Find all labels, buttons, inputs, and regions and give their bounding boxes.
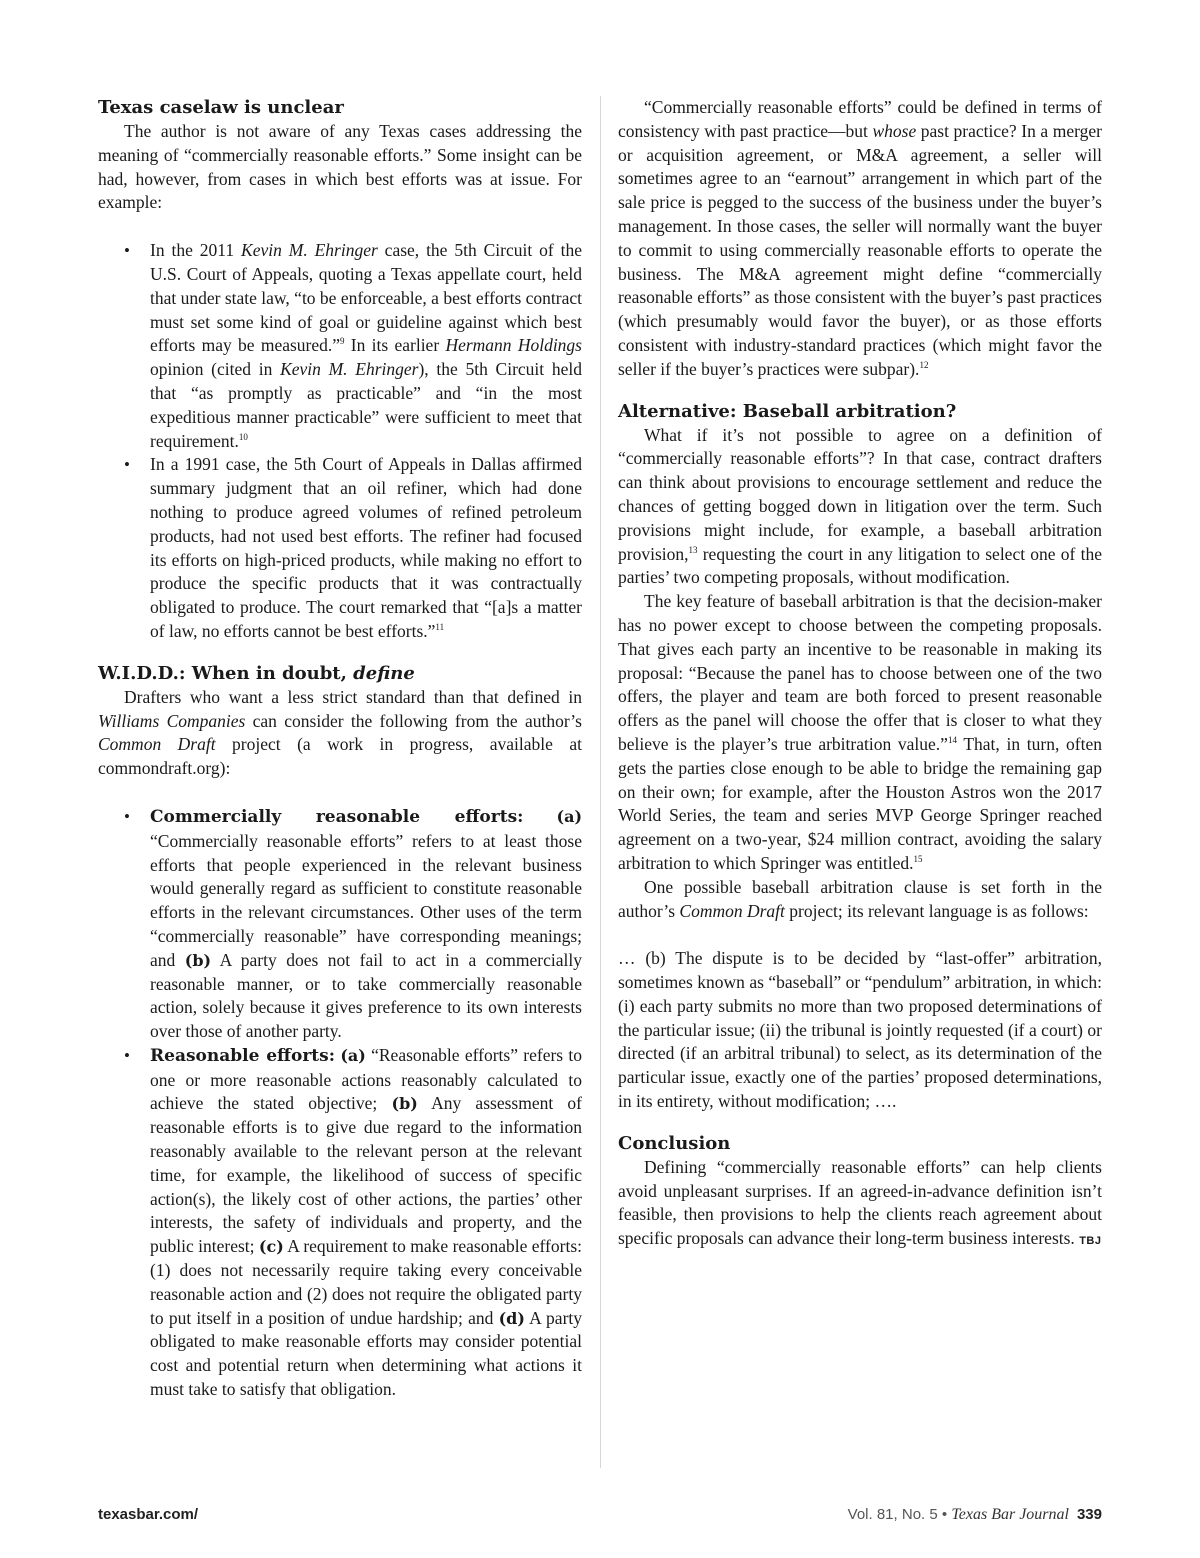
section-heading-widd: W.I.D.D.: When in doubt, define <box>98 662 415 684</box>
footnote-ref-10: 10 <box>238 431 248 442</box>
definition-list <box>98 805 582 1402</box>
footnote-ref-9: 9 <box>340 336 345 347</box>
section-heading-conclusion: Conclusion <box>618 1132 731 1154</box>
footer-url[interactable]: texasbar.com/ <box>98 1506 199 1523</box>
footnote-ref-15: 15 <box>913 854 923 865</box>
paragraph-key-feature: The key feature of baseball arbitration is that the decision-maker has no power except to choose between the competing proposals. That gives each party an incentive to be reasonable in making its proposal: “Because the panel has to choose between one of the two offers, the player and team are both forced to present reasonable offers as the panel will choose the offer that is closer to what they believe is the player’s true arbitration value.”$^{14}$ That, in turn, often gets the parties close enough to be able to bridge the remaining gap on their own; for example, after the Houston Astros won the 2017 World Series, the team and series MVP George Springer reached agreement on a two-year, $24 million contract, avoiding the salary arbitration to which Springer was entitled.$^{15}$ <box>618 591 1103 873</box>
footer-journal: Texas Bar Journal <box>951 1506 1069 1523</box>
quoted-clause: … (b) The dispute is to be decided by “last-offer” arbitration, sometimes known as “baseball” or “pendulum” arbitration, in which: (i) each party submits no more than two proposed determinations of the particular issue; (ii) the tribunal is jointly requested (if a court) or directed (if an arbitral tribunal) to select, as its determination of the particular issue, exactly one of the parties’ proposed determinations, in its entirety, without modification; …. <box>618 948 1102 1112</box>
section-heading-baseball-arbitration: Alternative: Baseball arbitration? <box>618 400 957 422</box>
paragraph-intro: The author is not aware of any Texas cases addressing the meaning of “commercially reasonable efforts.” Some insight can be had, however, from cases in which best efforts was at issue. For example: <box>98 121 582 213</box>
section-heading-texas-caselaw: Texas caselaw is unclear <box>98 97 344 118</box>
list-item-1991-case: • In a 1991 case, the 5th Court of Appeals in Dallas affirmed summary judgment that an oil refiner, which had done nothing to produce agreed volumes of refined petroleum products, had not used best efforts. The refiner had focused its efforts on high-priced products, while making no effort to produce the specific products that it was contractually obligated to produce. The court remarked that “[a]s a matter of law, no efforts cannot be best efforts.”$^{11}$ <box>150 453 582 643</box>
left-column <box>98 96 582 1402</box>
definition-term: Reasonable efforts: <box>150 1045 336 1066</box>
list-item-ehringer: • In the 2011 Kevin M. Ehringer case, the 5th Circuit of the U.S. Court of Appeals, quoting a Texas appellate court, held that under state law, “to be enforceable, a best efforts contract must set some kind of goal or guideline against which best efforts may be measured.”$^9$ In its earlier Hermann Holdings opinion (cited in Kevin M. Ehringer), the 5th Circuit held that “as promptly as practicable” and “in the most expeditious manner practicable” were sufficient to meet that requirement.$^{10}$ <box>150 239 582 453</box>
footer-bullet: • <box>941 1506 948 1523</box>
paragraph-past-practice: “Commercially reasonable efforts” could be defined in terms of consistency with past practice—but whose past practice? In a merger or acquisition agreement, or M&A agreement, a seller will sometimes agree to an “earnout” arrangement in which part of the sale price is pegged to the success of the business under the buyer’s management. In those cases, the seller will normally want the buyer to commit to using commercially reasonable efforts to operate the business. The M&A agreement might define “commercially reasonable efforts” as those consistent with the buyer’s past practices (which presumably would favor the buyer), or as those efforts consistent with industry-standard practices (which might favor the seller if the buyer’s practices were subpar).$^{12}$ <box>618 97 1102 379</box>
footnote-ref-13: 13 <box>688 544 698 555</box>
page-number: 339 <box>1076 1506 1102 1523</box>
paragraph-drafters: Drafters who want a less strict standard than that defined in Williams Companies can consider the following from the author’s Common Draft project (a work in progress, available at commondraft.org): <box>98 686 582 779</box>
footnote-ref-12: 12 <box>919 359 929 370</box>
paragraph-conclusion: Defining “commercially reasonable efforts” can help clients avoid unpleasant surprises. If an agreed-in-advance definition isn’t feasible, then provisions to help the clients reach agreement about specific proposals can advance their long-term business interests. TBJ <box>618 1156 1102 1249</box>
footer-issue-info <box>848 1506 1102 1524</box>
footer-issue: Vol. 81, No. 5 <box>847 1506 938 1523</box>
case-list <box>98 239 582 644</box>
footnote-ref-14: 14 <box>947 735 957 746</box>
definition-reasonable-efforts: • Reasonable efforts: (a) “Reasonable efforts” refers to one or more reasonable actions reasonably calculated to achieve the stated objective; (b) Any assessment of reasonable efforts is to give due regard to the information reasonably available to the relevant person at the relevant time, for example, the likelihood of success of specific action(s), the likely cost of other actions, the parties’ other interests, the safety of individuals and property, and the public interest; (c) A requirement to make reasonable efforts: (1) does not necessarily require taking every conceivable reasonable action and (2) does not require the obligated party to put itself in a position of undue hardship; and (d) A party obligated to make reasonable efforts may consider potential cost and potential return when determining what actions it must take to satisfy that obligation. <box>150 1044 582 1402</box>
column-divider <box>600 96 601 1468</box>
footnote-ref-11: 11 <box>435 622 445 633</box>
tbj-end-mark: TBJ <box>1079 1235 1102 1248</box>
paragraph-alternative: What if it’s not possible to agree on a definition of “commercially reasonable efforts”? In that case, contract drafters can think about provisions to encourage settlement and reduce the chances of getting bogged down in litigation over the term. Such provisions might include, for example, a baseball arbitration provision,$^{13}$ requesting the court in any litigation to select one of the parties’ two competing proposals, without modification. <box>618 424 1102 588</box>
definition-commercially-reasonable-efforts: • Commercially reasonable efforts: (a) “Commercially reasonable efforts” refers to at least those efforts that people experienced in the relevant business would generally regard as sufficient to constitute reasonable efforts in the relevant circumstances. Other uses of the term “commercially reasonable” have corresponding meanings; and (b) A party does not fail to act in a commercially reasonable manner, or to take commercially reasonable action, solely because it gives preference to its own interests over those of another party. <box>150 805 582 1044</box>
paragraph-clause-intro: One possible baseball arbitration clause is set forth in the author’s Common Draft project; its relevant language is as follows: <box>618 876 1102 921</box>
definition-term: Commercially reasonable efforts: <box>150 806 524 827</box>
right-column <box>618 96 1102 1254</box>
